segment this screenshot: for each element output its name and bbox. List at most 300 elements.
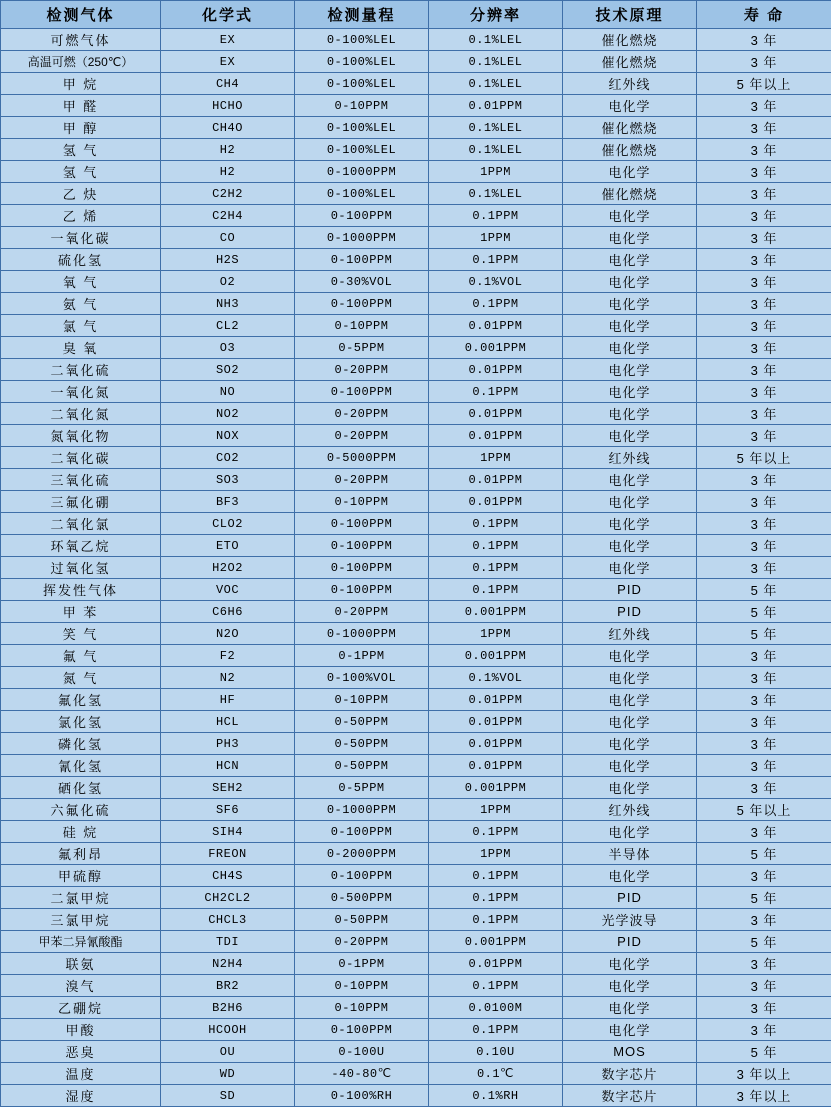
cell-range: 0-10PPM xyxy=(295,689,429,711)
cell-range: 0-500PPM xyxy=(295,887,429,909)
cell-lifetime: 3 年 xyxy=(697,51,831,73)
cell-gas-name: 六氟化硫 xyxy=(1,799,161,821)
cell-formula: F2 xyxy=(161,645,295,667)
table-row xyxy=(1,205,831,227)
cell-lifetime: 3 年 xyxy=(697,29,831,51)
cell-formula: H2 xyxy=(161,139,295,161)
table-row xyxy=(1,997,831,1019)
cell-resolution: 1PPM xyxy=(429,227,563,249)
cell-gas-name: 氮氧化物 xyxy=(1,425,161,447)
cell-formula: CL2 xyxy=(161,315,295,337)
cell-gas-name: 挥发性气体 xyxy=(1,579,161,601)
cell-principle: 电化学 xyxy=(563,469,697,491)
cell-formula: CH4 xyxy=(161,73,295,95)
cell-formula: SIH4 xyxy=(161,821,295,843)
cell-range: 0-10PPM xyxy=(295,997,429,1019)
cell-range: 0-10PPM xyxy=(295,95,429,117)
cell-gas-name: 甲苯二异氰酸酯 xyxy=(1,931,161,953)
cell-formula: H2O2 xyxy=(161,557,295,579)
cell-range: 0-5PPM xyxy=(295,777,429,799)
table-row xyxy=(1,469,831,491)
cell-lifetime: 3 年 xyxy=(697,909,831,931)
cell-gas-name: 过氧化氢 xyxy=(1,557,161,579)
cell-resolution: 1PPM xyxy=(429,447,563,469)
cell-formula: WD xyxy=(161,1063,295,1085)
cell-lifetime: 3 年 xyxy=(697,667,831,689)
cell-range: 0-20PPM xyxy=(295,425,429,447)
cell-range: 0-1PPM xyxy=(295,645,429,667)
cell-gas-name: 湿度 xyxy=(1,1085,161,1107)
cell-gas-name: 三氟化硼 xyxy=(1,491,161,513)
table-row xyxy=(1,733,831,755)
cell-range: 0-100PPM xyxy=(295,513,429,535)
cell-range: 0-100%RH xyxy=(295,1085,429,1107)
table-row xyxy=(1,271,831,293)
cell-gas-name: 溴气 xyxy=(1,975,161,997)
cell-range: 0-50PPM xyxy=(295,711,429,733)
cell-principle: 电化学 xyxy=(563,975,697,997)
cell-formula: PH3 xyxy=(161,733,295,755)
cell-formula: CLO2 xyxy=(161,513,295,535)
cell-resolution: 0.001PPM xyxy=(429,601,563,623)
cell-gas-name: 氢 气 xyxy=(1,161,161,183)
cell-formula: CHCL3 xyxy=(161,909,295,931)
table-row xyxy=(1,1041,831,1063)
cell-resolution: 0.1%VOL xyxy=(429,667,563,689)
cell-range: 0-1000PPM xyxy=(295,227,429,249)
cell-range: 0-100PPM xyxy=(295,821,429,843)
cell-lifetime: 3 年 xyxy=(697,139,831,161)
cell-gas-name: 可燃气体 xyxy=(1,29,161,51)
column-header-lifetime: 寿 命 xyxy=(697,1,831,29)
cell-resolution: 1PPM xyxy=(429,623,563,645)
cell-lifetime: 3 年以上 xyxy=(697,1063,831,1085)
table-row xyxy=(1,29,831,51)
cell-lifetime: 3 年 xyxy=(697,469,831,491)
cell-range: 0-50PPM xyxy=(295,755,429,777)
cell-lifetime: 3 年 xyxy=(697,337,831,359)
cell-lifetime: 5 年 xyxy=(697,579,831,601)
cell-resolution: 0.001PPM xyxy=(429,645,563,667)
cell-range: 0-100PPM xyxy=(295,249,429,271)
table-row xyxy=(1,337,831,359)
cell-lifetime: 5 年以上 xyxy=(697,73,831,95)
cell-range: 0-100PPM xyxy=(295,535,429,557)
table-row xyxy=(1,777,831,799)
cell-principle: 红外线 xyxy=(563,447,697,469)
cell-formula: CO xyxy=(161,227,295,249)
cell-resolution: 0.1PPM xyxy=(429,579,563,601)
cell-principle: 数字芯片 xyxy=(563,1085,697,1107)
cell-principle: 电化学 xyxy=(563,689,697,711)
cell-lifetime: 3 年 xyxy=(697,359,831,381)
cell-formula: NH3 xyxy=(161,293,295,315)
cell-range: 0-20PPM xyxy=(295,403,429,425)
cell-lifetime: 3 年 xyxy=(697,557,831,579)
cell-range: 0-20PPM xyxy=(295,469,429,491)
cell-principle: 电化学 xyxy=(563,865,697,887)
cell-range: 0-1000PPM xyxy=(295,799,429,821)
cell-lifetime: 5 年以上 xyxy=(697,799,831,821)
cell-range: 0-30%VOL xyxy=(295,271,429,293)
cell-resolution: 0.1PPM xyxy=(429,1019,563,1041)
cell-range: 0-1PPM xyxy=(295,953,429,975)
cell-range: 0-100PPM xyxy=(295,1019,429,1041)
table-row xyxy=(1,711,831,733)
table-header xyxy=(1,1,831,29)
cell-formula: SEH2 xyxy=(161,777,295,799)
column-header-range: 检测量程 xyxy=(295,1,429,29)
cell-lifetime: 3 年 xyxy=(697,183,831,205)
cell-lifetime: 5 年 xyxy=(697,601,831,623)
table-row xyxy=(1,51,831,73)
cell-principle: PID xyxy=(563,931,697,953)
cell-principle: 电化学 xyxy=(563,293,697,315)
cell-principle: 电化学 xyxy=(563,271,697,293)
cell-principle: 电化学 xyxy=(563,997,697,1019)
cell-formula: SF6 xyxy=(161,799,295,821)
cell-range: 0-50PPM xyxy=(295,733,429,755)
cell-formula: N2O xyxy=(161,623,295,645)
table-header-row xyxy=(1,1,831,29)
cell-gas-name: 三氯甲烷 xyxy=(1,909,161,931)
table-row xyxy=(1,579,831,601)
cell-principle: 电化学 xyxy=(563,667,697,689)
cell-formula: B2H6 xyxy=(161,997,295,1019)
cell-principle: 电化学 xyxy=(563,777,697,799)
table-row xyxy=(1,689,831,711)
cell-gas-name: 温度 xyxy=(1,1063,161,1085)
table-row xyxy=(1,425,831,447)
cell-lifetime: 3 年 xyxy=(697,117,831,139)
table-row xyxy=(1,183,831,205)
cell-resolution: 0.01PPM xyxy=(429,315,563,337)
cell-formula: BR2 xyxy=(161,975,295,997)
cell-gas-name: 甲 烷 xyxy=(1,73,161,95)
cell-principle: 红外线 xyxy=(563,799,697,821)
cell-lifetime: 3 年 xyxy=(697,689,831,711)
cell-range: 0-20PPM xyxy=(295,931,429,953)
cell-principle: 电化学 xyxy=(563,1019,697,1041)
column-header-resolution: 分辨率 xyxy=(429,1,563,29)
cell-lifetime: 3 年 xyxy=(697,645,831,667)
cell-lifetime: 3 年 xyxy=(697,227,831,249)
cell-range: 0-100PPM xyxy=(295,205,429,227)
cell-formula: EX xyxy=(161,29,295,51)
cell-principle: 催化燃烧 xyxy=(563,29,697,51)
cell-resolution: 1PPM xyxy=(429,799,563,821)
cell-range: 0-1000PPM xyxy=(295,623,429,645)
cell-principle: 电化学 xyxy=(563,337,697,359)
cell-lifetime: 3 年 xyxy=(697,403,831,425)
cell-resolution: 0.1%LEL xyxy=(429,73,563,95)
column-header-gas: 检测气体 xyxy=(1,1,161,29)
cell-gas-name: 二氧化碳 xyxy=(1,447,161,469)
cell-resolution: 0.1PPM xyxy=(429,293,563,315)
cell-resolution: 0.1PPM xyxy=(429,909,563,931)
cell-formula: SD xyxy=(161,1085,295,1107)
cell-resolution: 0.1PPM xyxy=(429,557,563,579)
table-row xyxy=(1,865,831,887)
table-row xyxy=(1,909,831,931)
table-row xyxy=(1,887,831,909)
cell-principle: 红外线 xyxy=(563,73,697,95)
cell-formula: CH2CL2 xyxy=(161,887,295,909)
cell-gas-name: 甲 醛 xyxy=(1,95,161,117)
cell-lifetime: 3 年 xyxy=(697,777,831,799)
cell-principle: 电化学 xyxy=(563,711,697,733)
column-header-principle: 技术原理 xyxy=(563,1,697,29)
cell-principle: 电化学 xyxy=(563,535,697,557)
cell-range: 0-2000PPM xyxy=(295,843,429,865)
cell-formula: HCHO xyxy=(161,95,295,117)
cell-principle: PID xyxy=(563,887,697,909)
cell-gas-name: 乙 烯 xyxy=(1,205,161,227)
cell-resolution: 0.0100M xyxy=(429,997,563,1019)
cell-formula: SO3 xyxy=(161,469,295,491)
cell-principle: 电化学 xyxy=(563,95,697,117)
cell-lifetime: 5 年 xyxy=(697,887,831,909)
cell-gas-name: 氯 气 xyxy=(1,315,161,337)
cell-gas-name: 一氧化氮 xyxy=(1,381,161,403)
cell-range: 0-100PPM xyxy=(295,557,429,579)
cell-range: 0-100PPM xyxy=(295,293,429,315)
cell-resolution: 0.01PPM xyxy=(429,733,563,755)
cell-range: 0-50PPM xyxy=(295,909,429,931)
table-row xyxy=(1,359,831,381)
cell-resolution: 0.01PPM xyxy=(429,359,563,381)
cell-resolution: 0.01PPM xyxy=(429,95,563,117)
cell-formula: N2 xyxy=(161,667,295,689)
cell-principle: 电化学 xyxy=(563,227,697,249)
cell-formula: HCN xyxy=(161,755,295,777)
cell-formula: NO2 xyxy=(161,403,295,425)
cell-range: 0-100%LEL xyxy=(295,29,429,51)
cell-gas-name: 臭 氧 xyxy=(1,337,161,359)
table-row xyxy=(1,623,831,645)
cell-lifetime: 5 年 xyxy=(697,843,831,865)
cell-resolution: 0.1%VOL xyxy=(429,271,563,293)
cell-range: 0-100U xyxy=(295,1041,429,1063)
cell-resolution: 0.01PPM xyxy=(429,469,563,491)
cell-resolution: 0.01PPM xyxy=(429,491,563,513)
cell-lifetime: 3 年 xyxy=(697,249,831,271)
cell-gas-name: 二氯甲烷 xyxy=(1,887,161,909)
cell-lifetime: 3 年 xyxy=(697,535,831,557)
cell-formula: SO2 xyxy=(161,359,295,381)
cell-resolution: 0.1%LEL xyxy=(429,117,563,139)
cell-formula: H2S xyxy=(161,249,295,271)
cell-range: 0-100%LEL xyxy=(295,117,429,139)
cell-formula: O2 xyxy=(161,271,295,293)
cell-formula: CH4O xyxy=(161,117,295,139)
cell-lifetime: 3 年 xyxy=(697,865,831,887)
cell-formula: C2H2 xyxy=(161,183,295,205)
cell-resolution: 0.1%LEL xyxy=(429,29,563,51)
cell-principle: 电化学 xyxy=(563,315,697,337)
cell-formula: HF xyxy=(161,689,295,711)
cell-gas-name: 环氧乙烷 xyxy=(1,535,161,557)
cell-gas-name: 三氧化硫 xyxy=(1,469,161,491)
table-row xyxy=(1,535,831,557)
cell-principle: 电化学 xyxy=(563,513,697,535)
cell-principle: 电化学 xyxy=(563,403,697,425)
cell-lifetime: 3 年 xyxy=(697,733,831,755)
cell-principle: 电化学 xyxy=(563,381,697,403)
table-row xyxy=(1,1063,831,1085)
cell-formula: H2 xyxy=(161,161,295,183)
cell-range: 0-100%LEL xyxy=(295,183,429,205)
cell-formula: CH4S xyxy=(161,865,295,887)
cell-range: 0-100PPM xyxy=(295,865,429,887)
cell-formula: NO xyxy=(161,381,295,403)
cell-resolution: 0.1%LEL xyxy=(429,51,563,73)
table-row xyxy=(1,161,831,183)
table-row xyxy=(1,821,831,843)
cell-lifetime: 3 年 xyxy=(697,315,831,337)
cell-resolution: 0.10U xyxy=(429,1041,563,1063)
cell-resolution: 0.1PPM xyxy=(429,975,563,997)
cell-formula: NOX xyxy=(161,425,295,447)
cell-gas-name: 恶臭 xyxy=(1,1041,161,1063)
cell-lifetime: 3 年 xyxy=(697,271,831,293)
cell-range: 0-5PPM xyxy=(295,337,429,359)
cell-principle: 电化学 xyxy=(563,161,697,183)
cell-principle: 电化学 xyxy=(563,953,697,975)
cell-resolution: 0.1PPM xyxy=(429,249,563,271)
cell-lifetime: 3 年 xyxy=(697,975,831,997)
cell-gas-name: 磷化氢 xyxy=(1,733,161,755)
table-row xyxy=(1,293,831,315)
cell-gas-name: 氮 气 xyxy=(1,667,161,689)
table-row xyxy=(1,667,831,689)
cell-gas-name: 二氧化氮 xyxy=(1,403,161,425)
cell-gas-name: 乙硼烷 xyxy=(1,997,161,1019)
table-row xyxy=(1,95,831,117)
cell-principle: MOS xyxy=(563,1041,697,1063)
cell-range: 0-100PPM xyxy=(295,381,429,403)
cell-range: 0-100%VOL xyxy=(295,667,429,689)
cell-formula: O3 xyxy=(161,337,295,359)
cell-resolution: 0.01PPM xyxy=(429,689,563,711)
cell-resolution: 0.001PPM xyxy=(429,777,563,799)
cell-formula: CO2 xyxy=(161,447,295,469)
cell-lifetime: 3 年 xyxy=(697,821,831,843)
cell-formula: VOC xyxy=(161,579,295,601)
table-row xyxy=(1,975,831,997)
cell-lifetime: 3 年 xyxy=(697,425,831,447)
table-row xyxy=(1,447,831,469)
cell-principle: 电化学 xyxy=(563,755,697,777)
cell-range: 0-20PPM xyxy=(295,359,429,381)
cell-formula: FREON xyxy=(161,843,295,865)
cell-resolution: 0.1PPM xyxy=(429,887,563,909)
cell-resolution: 1PPM xyxy=(429,843,563,865)
cell-principle: 电化学 xyxy=(563,733,697,755)
cell-range: 0-100PPM xyxy=(295,579,429,601)
cell-gas-name: 甲 醇 xyxy=(1,117,161,139)
table-row xyxy=(1,1085,831,1107)
cell-principle: 电化学 xyxy=(563,645,697,667)
cell-gas-name: 氨 气 xyxy=(1,293,161,315)
cell-resolution: 0.1℃ xyxy=(429,1063,563,1085)
table-body xyxy=(1,29,831,1107)
table-row xyxy=(1,843,831,865)
table-row xyxy=(1,953,831,975)
cell-lifetime: 3 年 xyxy=(697,953,831,975)
cell-resolution: 0.1%LEL xyxy=(429,139,563,161)
cell-lifetime: 3 年 xyxy=(697,513,831,535)
cell-gas-name: 联氨 xyxy=(1,953,161,975)
cell-gas-name: 二氧化硫 xyxy=(1,359,161,381)
cell-principle: 催化燃烧 xyxy=(563,139,697,161)
cell-lifetime: 3 年以上 xyxy=(697,1085,831,1107)
cell-resolution: 0.001PPM xyxy=(429,931,563,953)
cell-resolution: 0.1%LEL xyxy=(429,183,563,205)
cell-resolution: 0.01PPM xyxy=(429,425,563,447)
cell-formula: C6H6 xyxy=(161,601,295,623)
cell-resolution: 0.1PPM xyxy=(429,535,563,557)
table-row xyxy=(1,117,831,139)
cell-principle: 电化学 xyxy=(563,359,697,381)
cell-gas-name: 高温可燃（250℃） xyxy=(1,51,161,73)
cell-resolution: 0.01PPM xyxy=(429,755,563,777)
cell-range: -40-80℃ xyxy=(295,1063,429,1085)
cell-gas-name: 硒化氢 xyxy=(1,777,161,799)
cell-lifetime: 3 年 xyxy=(697,491,831,513)
cell-resolution: 0.1PPM xyxy=(429,821,563,843)
cell-resolution: 0.1PPM xyxy=(429,513,563,535)
table-row xyxy=(1,557,831,579)
cell-gas-name: 氯化氢 xyxy=(1,711,161,733)
cell-lifetime: 3 年 xyxy=(697,381,831,403)
table-row xyxy=(1,403,831,425)
cell-formula: ETO xyxy=(161,535,295,557)
cell-principle: 半导体 xyxy=(563,843,697,865)
cell-range: 0-10PPM xyxy=(295,491,429,513)
cell-range: 0-100%LEL xyxy=(295,139,429,161)
cell-resolution: 0.1%RH xyxy=(429,1085,563,1107)
cell-lifetime: 3 年 xyxy=(697,293,831,315)
cell-principle: 光学波导 xyxy=(563,909,697,931)
cell-gas-name: 氧 气 xyxy=(1,271,161,293)
table-row xyxy=(1,315,831,337)
cell-formula: BF3 xyxy=(161,491,295,513)
cell-lifetime: 5 年 xyxy=(697,931,831,953)
column-header-formula: 化学式 xyxy=(161,1,295,29)
cell-gas-name: 硫化氢 xyxy=(1,249,161,271)
cell-gas-name: 氢 气 xyxy=(1,139,161,161)
cell-gas-name: 氰化氢 xyxy=(1,755,161,777)
cell-lifetime: 3 年 xyxy=(697,161,831,183)
table-row xyxy=(1,755,831,777)
cell-principle: 催化燃烧 xyxy=(563,117,697,139)
table-row xyxy=(1,249,831,271)
cell-principle: 数字芯片 xyxy=(563,1063,697,1085)
cell-formula: EX xyxy=(161,51,295,73)
cell-lifetime: 5 年 xyxy=(697,1041,831,1063)
cell-resolution: 0.01PPM xyxy=(429,711,563,733)
cell-principle: 电化学 xyxy=(563,491,697,513)
cell-range: 0-100%LEL xyxy=(295,73,429,95)
cell-formula: HCOOH xyxy=(161,1019,295,1041)
cell-principle: 电化学 xyxy=(563,425,697,447)
cell-principle: 电化学 xyxy=(563,249,697,271)
cell-resolution: 1PPM xyxy=(429,161,563,183)
table-row xyxy=(1,381,831,403)
cell-gas-name: 氟 气 xyxy=(1,645,161,667)
cell-formula: OU xyxy=(161,1041,295,1063)
